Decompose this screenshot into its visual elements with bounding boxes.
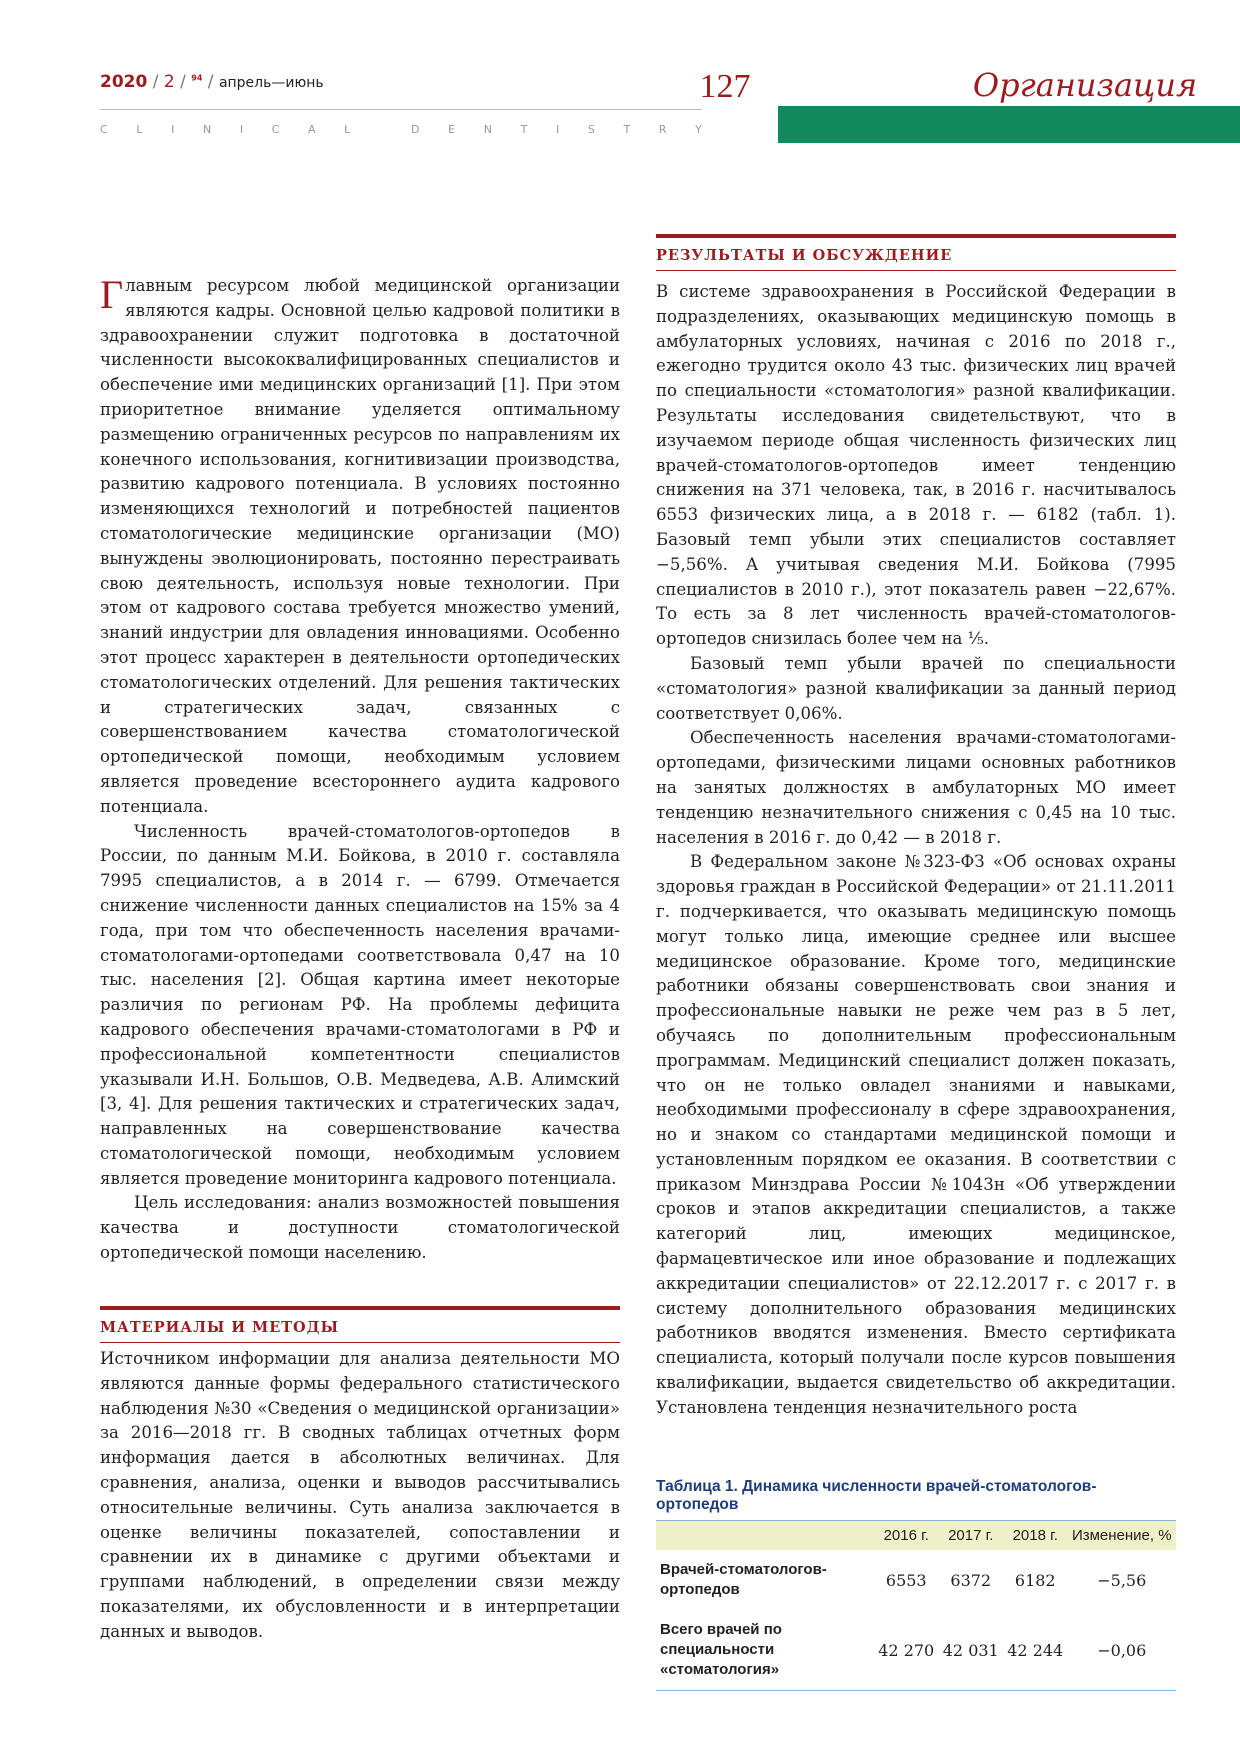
row-label: Врачей-стоматологов-ортопедов	[660, 1561, 827, 1598]
page-header	[100, 66, 751, 146]
table-header-row	[656, 1521, 1176, 1551]
results-paragraph: В Федеральном законе №323-ФЗ «Об основах охраны здоровья граждан в Российской Федерации» от 21.11.2011 г. подчеркивается, что оказывать медицинскую помощь могут только лица, имеющие среднее или высшее медицинское образование. Кроме того, медицинские работники обязаны совершенствовать свои знания и профессиональные навыки не реже чем раз в 5 лет, обучаясь по дополнительным профессиональным программам. Медицинский специалист должен показать, что он не только овладел знаниями и навыками, необходимыми профессионалу в сфере здравоохранения, но и знаком со стандартами медицинской помощи и установленным порядком ее оказания. В соответствии с приказом Минздрава России №1043н «Об утверждении сроков и этапов аккредитации специалистов, а также категорий лиц, имеющих медицинское, фармацевтическое или иное образование и подлежащих аккредитации специалистов» от 22.12.2017 г. с 2017 г. в систему дополнительного образования медицинских работников вводятся изменения. Вместо сертификата специалиста, который получали после курсов повышения квалификации, выдается свидетельство об аккредитации. Установлена тенденция незначительного роста	[656, 852, 1176, 1417]
journal-letter: E	[448, 123, 456, 136]
journal-letter: I	[239, 123, 244, 136]
journal-letter: I	[555, 123, 560, 136]
journal-letter: I	[171, 123, 175, 136]
journal-letter: S	[587, 123, 595, 136]
results-paragraph: Обеспеченность населения врачами-стоматологами-ортопедами, физическими лицами основных работников на занятых должностях в амбулаторных МО имеет тенденцию незначительного снижения с 0,45 на 10 тыс. населения в 2016 г. до 0,42 — в 2018 г.	[656, 728, 1176, 847]
table-header-cell: 2016 г.	[874, 1521, 939, 1551]
table-cell: 6372	[950, 1570, 992, 1590]
table-header-cell: Изменение, %	[1068, 1521, 1177, 1551]
table-cell: −0,06	[1068, 1610, 1177, 1691]
page-number: 127	[699, 68, 751, 105]
methods-section	[100, 1306, 620, 1645]
stats-table	[656, 1520, 1176, 1691]
issue-number: 2	[163, 72, 175, 92]
table-header-cell: 2018 г.	[1003, 1521, 1068, 1551]
section-color-band	[778, 106, 1240, 143]
journal-letter: D	[411, 123, 420, 136]
table-cell: 42 031	[939, 1610, 1004, 1691]
results-paragraph: В системе здравоохранения в Российской Федерации в подразделениях, оказывающих медицинскую помощь в амбулаторных условиях, начиная с 2016 по 2018 г., ежегодно трудится около 43 тыс. физических лиц врачей по специальности «стоматология» разной квалификации. Результаты исследования свидетельствуют, что в изучаемом периоде общая численность физических лиц врачей-стоматологов-ортопедов имеет тенденцию снижения на 371 человека, так, в 2016 г. насчитывалось 6553 физических лица, а в 2018 г. — 6182 (табл. 1). Базовый темп убыли этих специалистов составляет −5,56%. А учитывая сведения М.И. Бойкова (7995 специалистов в 2010 г.), этот показатель равен −22,67%. То есть за 8 лет численность врачей-стоматологов-ортопедов снизилась более чем на ⅕.	[656, 282, 1176, 649]
issue-info: 2020 / 2 / $^{94}$ / апрель—июнь	[100, 72, 324, 92]
journal-letter: C	[271, 123, 280, 136]
body-paragraph: Численность врачей-стоматологов-ортопедов в России, по данным М.И. Бойкова, в 2010 г. составляла 7995 специалистов, а в 2014 г. — 6799. Отмечается снижение численности данных специалистов на 15% за 4 года, при том что обеспеченность населения врачами-стоматологами-ортопедами соответствовала 0,47 на 10 тыс. населения [2]. Общая картина имеет некоторые различия по регионам РФ. На проблемы дефицита кадрового обеспечения врачами-стоматологами в РФ и профессиональной компетентности специалистов указывали И.Н. Большов, О.В. Медведева, А.В. Алимский [3, 4]. Для решения тактических и стратегических задач, направленных на совершенствование качества стоматологической помощи, необходимым условием является проведение мониторинга кадрового потенциала.	[100, 821, 620, 1188]
journal-letter: N	[202, 123, 212, 136]
journal-letter	[379, 123, 383, 136]
table-row	[656, 1610, 1176, 1691]
table-cell: 6182	[1014, 1570, 1056, 1590]
row-label: Всего врачей по специальности «стоматология»	[656, 1610, 874, 1691]
table-cell: 42 244	[1003, 1610, 1068, 1691]
issue-year: 2020	[100, 72, 148, 92]
section-title: Организация	[972, 66, 1198, 104]
journal-letter: A	[308, 123, 316, 136]
journal-letter: L	[344, 123, 351, 136]
journal-letter: T	[520, 123, 528, 136]
journal-letter: C	[100, 123, 108, 136]
journal-letter: L	[136, 123, 143, 136]
table-row	[656, 1550, 1176, 1610]
table-header-cell	[656, 1521, 874, 1551]
journal-letter: Y	[695, 123, 702, 136]
dropcap: Г	[100, 272, 124, 317]
journal-letter: N	[483, 123, 492, 136]
table-1	[656, 1478, 1176, 1691]
methods-heading: МАТЕРИАЛЫ И МЕТОДЫ	[100, 1306, 620, 1343]
table-cell: −5,56	[1097, 1570, 1147, 1590]
results-paragraph: Базовый темп убыли врачей по специальности «стоматология» разной квалификации за данный период соответствует 0,06%.	[656, 653, 1176, 723]
methods-paragraph: Источником информации для анализа деятельности МО являются данные формы федерального статистического наблюдения №30 «Сведения о медицинской организации» за 2016—2018 гг. В сводных таблицах отчетных форм информация дается в абсолютных величинах. Для сравнения, анализа, оценки и выводов рассчитывались относительные величины. Суть анализа заключается в оценке величины показателей, сопоставлении и сравнении их в динамике с другими объектами и группами наблюдений, в определении связи между показателями, их обусловленности и в интерпретации данных и выводов.	[100, 1349, 620, 1641]
results-heading: РЕЗУЛЬТАТЫ И ОБСУЖДЕНИЕ	[656, 234, 1176, 271]
issue-months: апрель—июнь	[218, 75, 324, 91]
journal-name	[100, 123, 702, 136]
table-cell: 6553	[885, 1570, 927, 1590]
right-column	[656, 280, 1176, 1421]
left-column	[100, 274, 620, 1266]
intro-paragraph: лавным ресурсом любой медицинской организации являются кадры. Основной целью кадровой политики в здравоохранении служит подготовка в достаточной численности высококвалифицированных специалистов и обеспечение ими медицинских организаций [1]. При этом приоритетное внимание уделяется оптимальному размещению ограниченных ресурсов по направлениям их конечного использования, когнитивизации производства, развитию кадрового потенциала. В условиях постоянно изменяющихся технологий и потребностей пациентов стоматологические медицинские организации (МО) вынуждены эволюционировать, постоянно перестраивать свою деятельность, используя новые технологии. При этом от кадрового состава требуется множество умений, знаний индустрии для овладения инновациями. Особенно этот процесс характерен в деятельности ортопедических стоматологических отделений. Для решения тактических и стратегических задач, связанных с совершенствованием качества стоматологической ортопедической помощи, необходимым условием является проведение всестороннего аудита кадрового потенциала.	[100, 276, 620, 816]
issue-total: 94	[191, 73, 203, 83]
header-divider	[100, 109, 702, 110]
table-header-cell: 2017 г.	[939, 1521, 1004, 1551]
journal-letter: T	[623, 123, 631, 136]
aim-paragraph: Цель исследования: анализ возможностей повышения качества и доступности стоматологической ортопедической помощи населению.	[100, 1193, 620, 1263]
table-cell: 42 270	[874, 1610, 939, 1691]
table-caption: Таблица 1. Динамика численности врачей-стоматологов-ортопедов	[656, 1478, 1097, 1513]
journal-letter: R	[658, 123, 667, 136]
